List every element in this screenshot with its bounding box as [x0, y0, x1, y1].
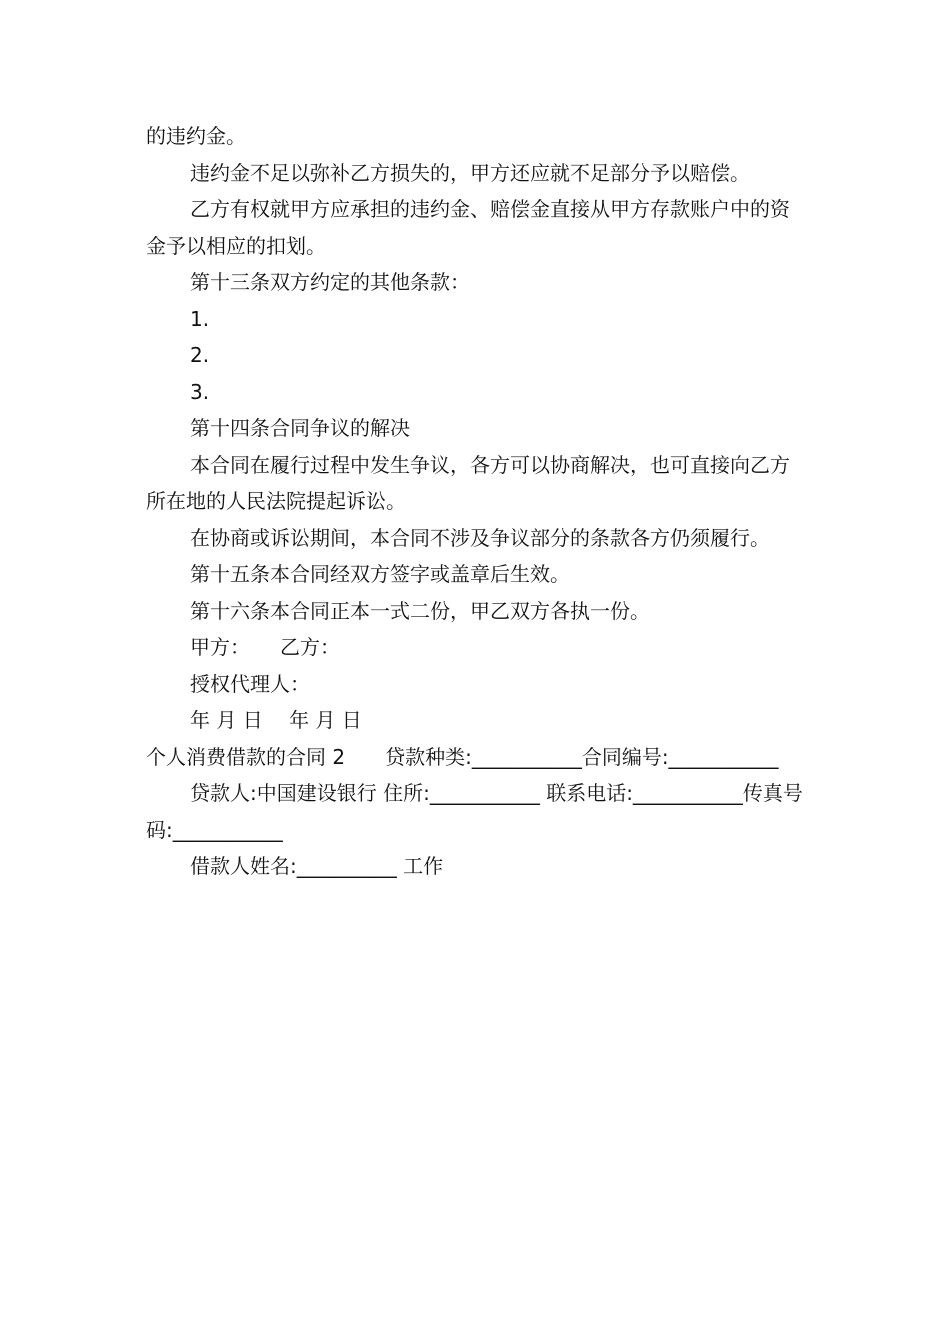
list-item: 3. — [190, 379, 210, 404]
article-14-heading: 第十四条合同争议的解决 — [190, 416, 410, 440]
contract-2-title: 个人消费借款的合同 2 贷款种类:___________合同编号:___________ — [146, 744, 779, 769]
borrower-info: 借款人姓名:__________ 工作 — [190, 854, 444, 878]
date-line: 年 月 日 年 月 日 — [190, 708, 362, 732]
lender-info: 贷款人:中国建设银行 住所:___________ 联系电话:___________传真号码:___________ — [146, 781, 803, 842]
article-16: 第十六条本合同正本一式二份，甲乙双方各执一份。 — [190, 598, 650, 623]
article-15: 第十五条本合同经双方签字或盖章后生效。 — [190, 562, 570, 586]
authorized-agent-line: 授权代理人： — [190, 671, 310, 696]
article-13-heading: 第十三条双方约定的其他条款： — [190, 270, 470, 294]
list-item: 2. — [190, 343, 210, 367]
paragraph: 违约金不足以弥补乙方损失的，甲方还应就不足部分予以赔偿。 — [190, 160, 750, 185]
party-signature-line: 甲方： 乙方： — [190, 635, 340, 659]
list-item: 1. — [190, 306, 210, 331]
paragraph: 乙方有权就甲方应承担的违约金、赔偿金直接从甲方存款账户中的资金予以相应的扣划。 — [146, 197, 790, 258]
paragraph: 的违约金。 — [146, 124, 246, 148]
paragraph: 在协商或诉讼期间，本合同不涉及争议部分的条款各方仍须履行。 — [190, 525, 770, 550]
document-body — [146, 118, 808, 885]
paragraph: 本合同在履行过程中发生争议，各方可以协商解决，也可直接向乙方所在地的人民法院提起诉讼。 — [146, 452, 790, 513]
